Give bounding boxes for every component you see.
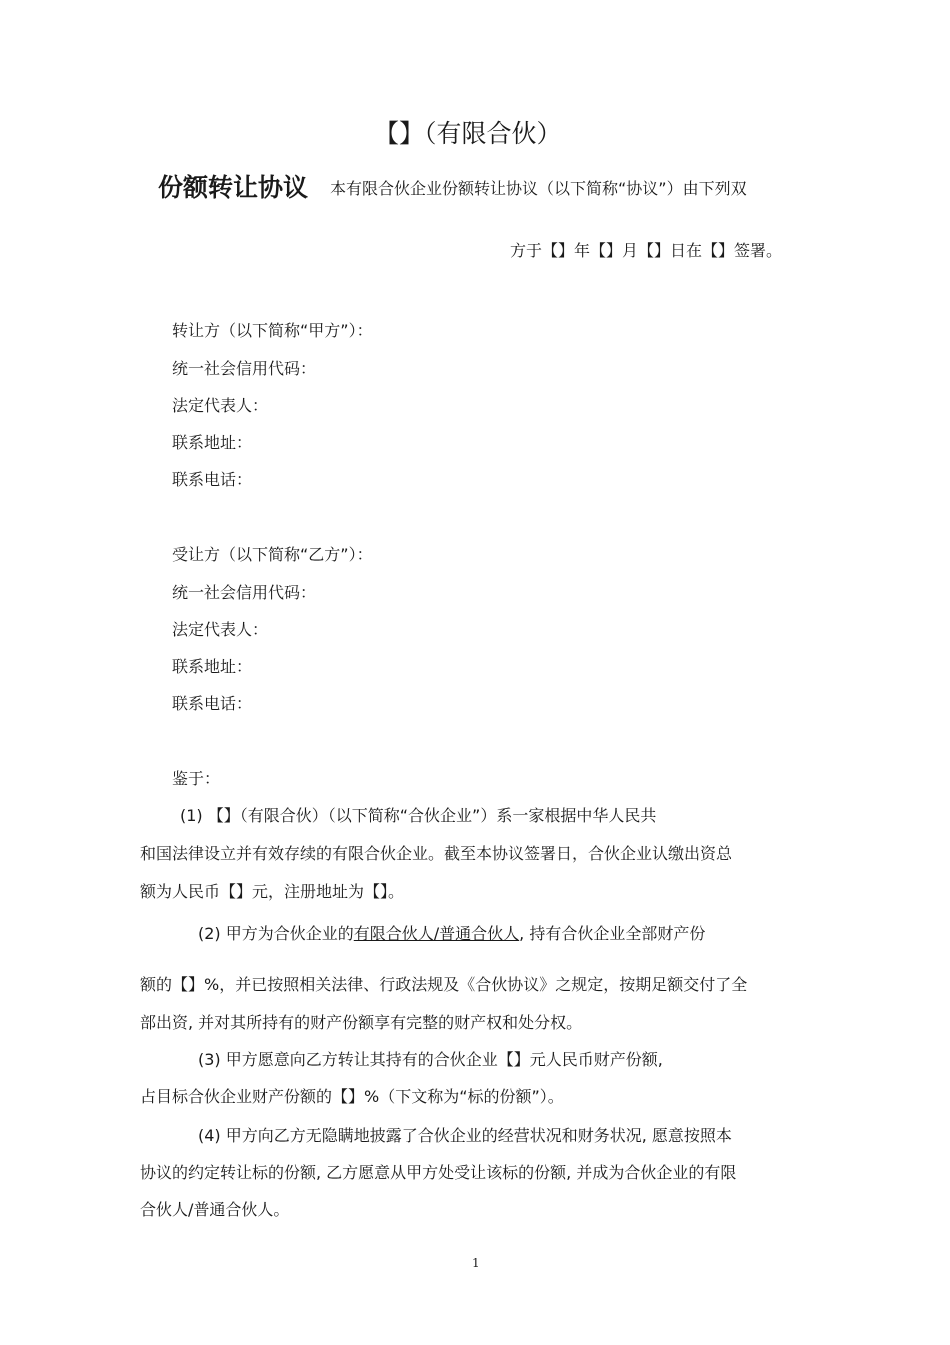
transferor-address: 联系地址： bbox=[172, 433, 253, 452]
whereas-heading: 鉴于： bbox=[172, 769, 221, 788]
page-number: 1 bbox=[472, 1256, 480, 1270]
clause-4-line-1: (4) 甲方向乙方无隐瞒地披露了合伙企业的经营状况和财务状况, 愿意按照本 bbox=[198, 1126, 732, 1145]
transferee-credit-code: 统一社会信用代码： bbox=[172, 583, 317, 602]
clause-1-line-3: 额为人民币【】元，注册地址为【】。 bbox=[140, 882, 405, 901]
clause-2-text-post: , 持有合伙企业全部财产份 bbox=[519, 924, 706, 943]
transferor-legal-rep: 法定代表人： bbox=[172, 396, 269, 415]
clause-4-line-2: 协议的约定转让标的份额, 乙方愿意从甲方处受让该标的份额, 并成为合伙企业的有限 bbox=[140, 1163, 737, 1182]
document-subtitle: 份额转让协议 bbox=[158, 173, 309, 202]
clause-1-line-2: 和国法律设立并有效存续的有限合伙企业。截至本协议签署日，合伙企业认缴出资总 bbox=[140, 844, 733, 863]
clause-3-line-1: (3) 甲方愿意向乙方转让其持有的合伙企业【】元人民币财产份额, bbox=[198, 1050, 663, 1069]
clause-3-line-2: 占目标合伙企业财产份额的【】%（下文称为“标的份额”）。 bbox=[140, 1087, 564, 1106]
transferee-address: 联系地址： bbox=[172, 657, 253, 676]
clause-1-line-1: (1) 【】（有限合伙）（以下简称“合伙企业”）系一家根据中华人民共 bbox=[180, 806, 657, 825]
transferor-heading: 转让方（以下简称“甲方”）： bbox=[172, 321, 373, 340]
clause-2-line-2: 额的【】%，并已按照相关法律、行政法规及《合伙协议》之规定，按期足额交付了全 bbox=[140, 975, 748, 994]
clause-2-line-1 bbox=[198, 921, 705, 944]
transferee-phone: 联系电话： bbox=[172, 694, 253, 713]
intro-line-1: 本有限合伙企业份额转让协议（以下简称“协议”）由下列双 bbox=[330, 179, 747, 198]
transferor-credit-code: 统一社会信用代码： bbox=[172, 359, 317, 378]
transferor-phone: 联系电话： bbox=[172, 470, 253, 489]
document-title: 【】（有限合伙） bbox=[374, 119, 562, 148]
transferee-legal-rep: 法定代表人： bbox=[172, 620, 269, 639]
clause-2-partner-type: 有限合伙人/普通合伙人 bbox=[353, 924, 520, 943]
transferee-heading: 受让方（以下简称“乙方”）： bbox=[172, 545, 373, 564]
clause-2-line-3: 部出资, 并对其所持有的财产份额享有完整的财产权和处分权。 bbox=[140, 1013, 583, 1032]
clause-4-line-3: 合伙人/普通合伙人。 bbox=[140, 1200, 290, 1219]
clause-2-text-pre: (2) 甲方为合伙企业的 bbox=[198, 924, 354, 943]
intro-line-2: 方于【】年【】月【】日在【】签署。 bbox=[510, 241, 783, 260]
